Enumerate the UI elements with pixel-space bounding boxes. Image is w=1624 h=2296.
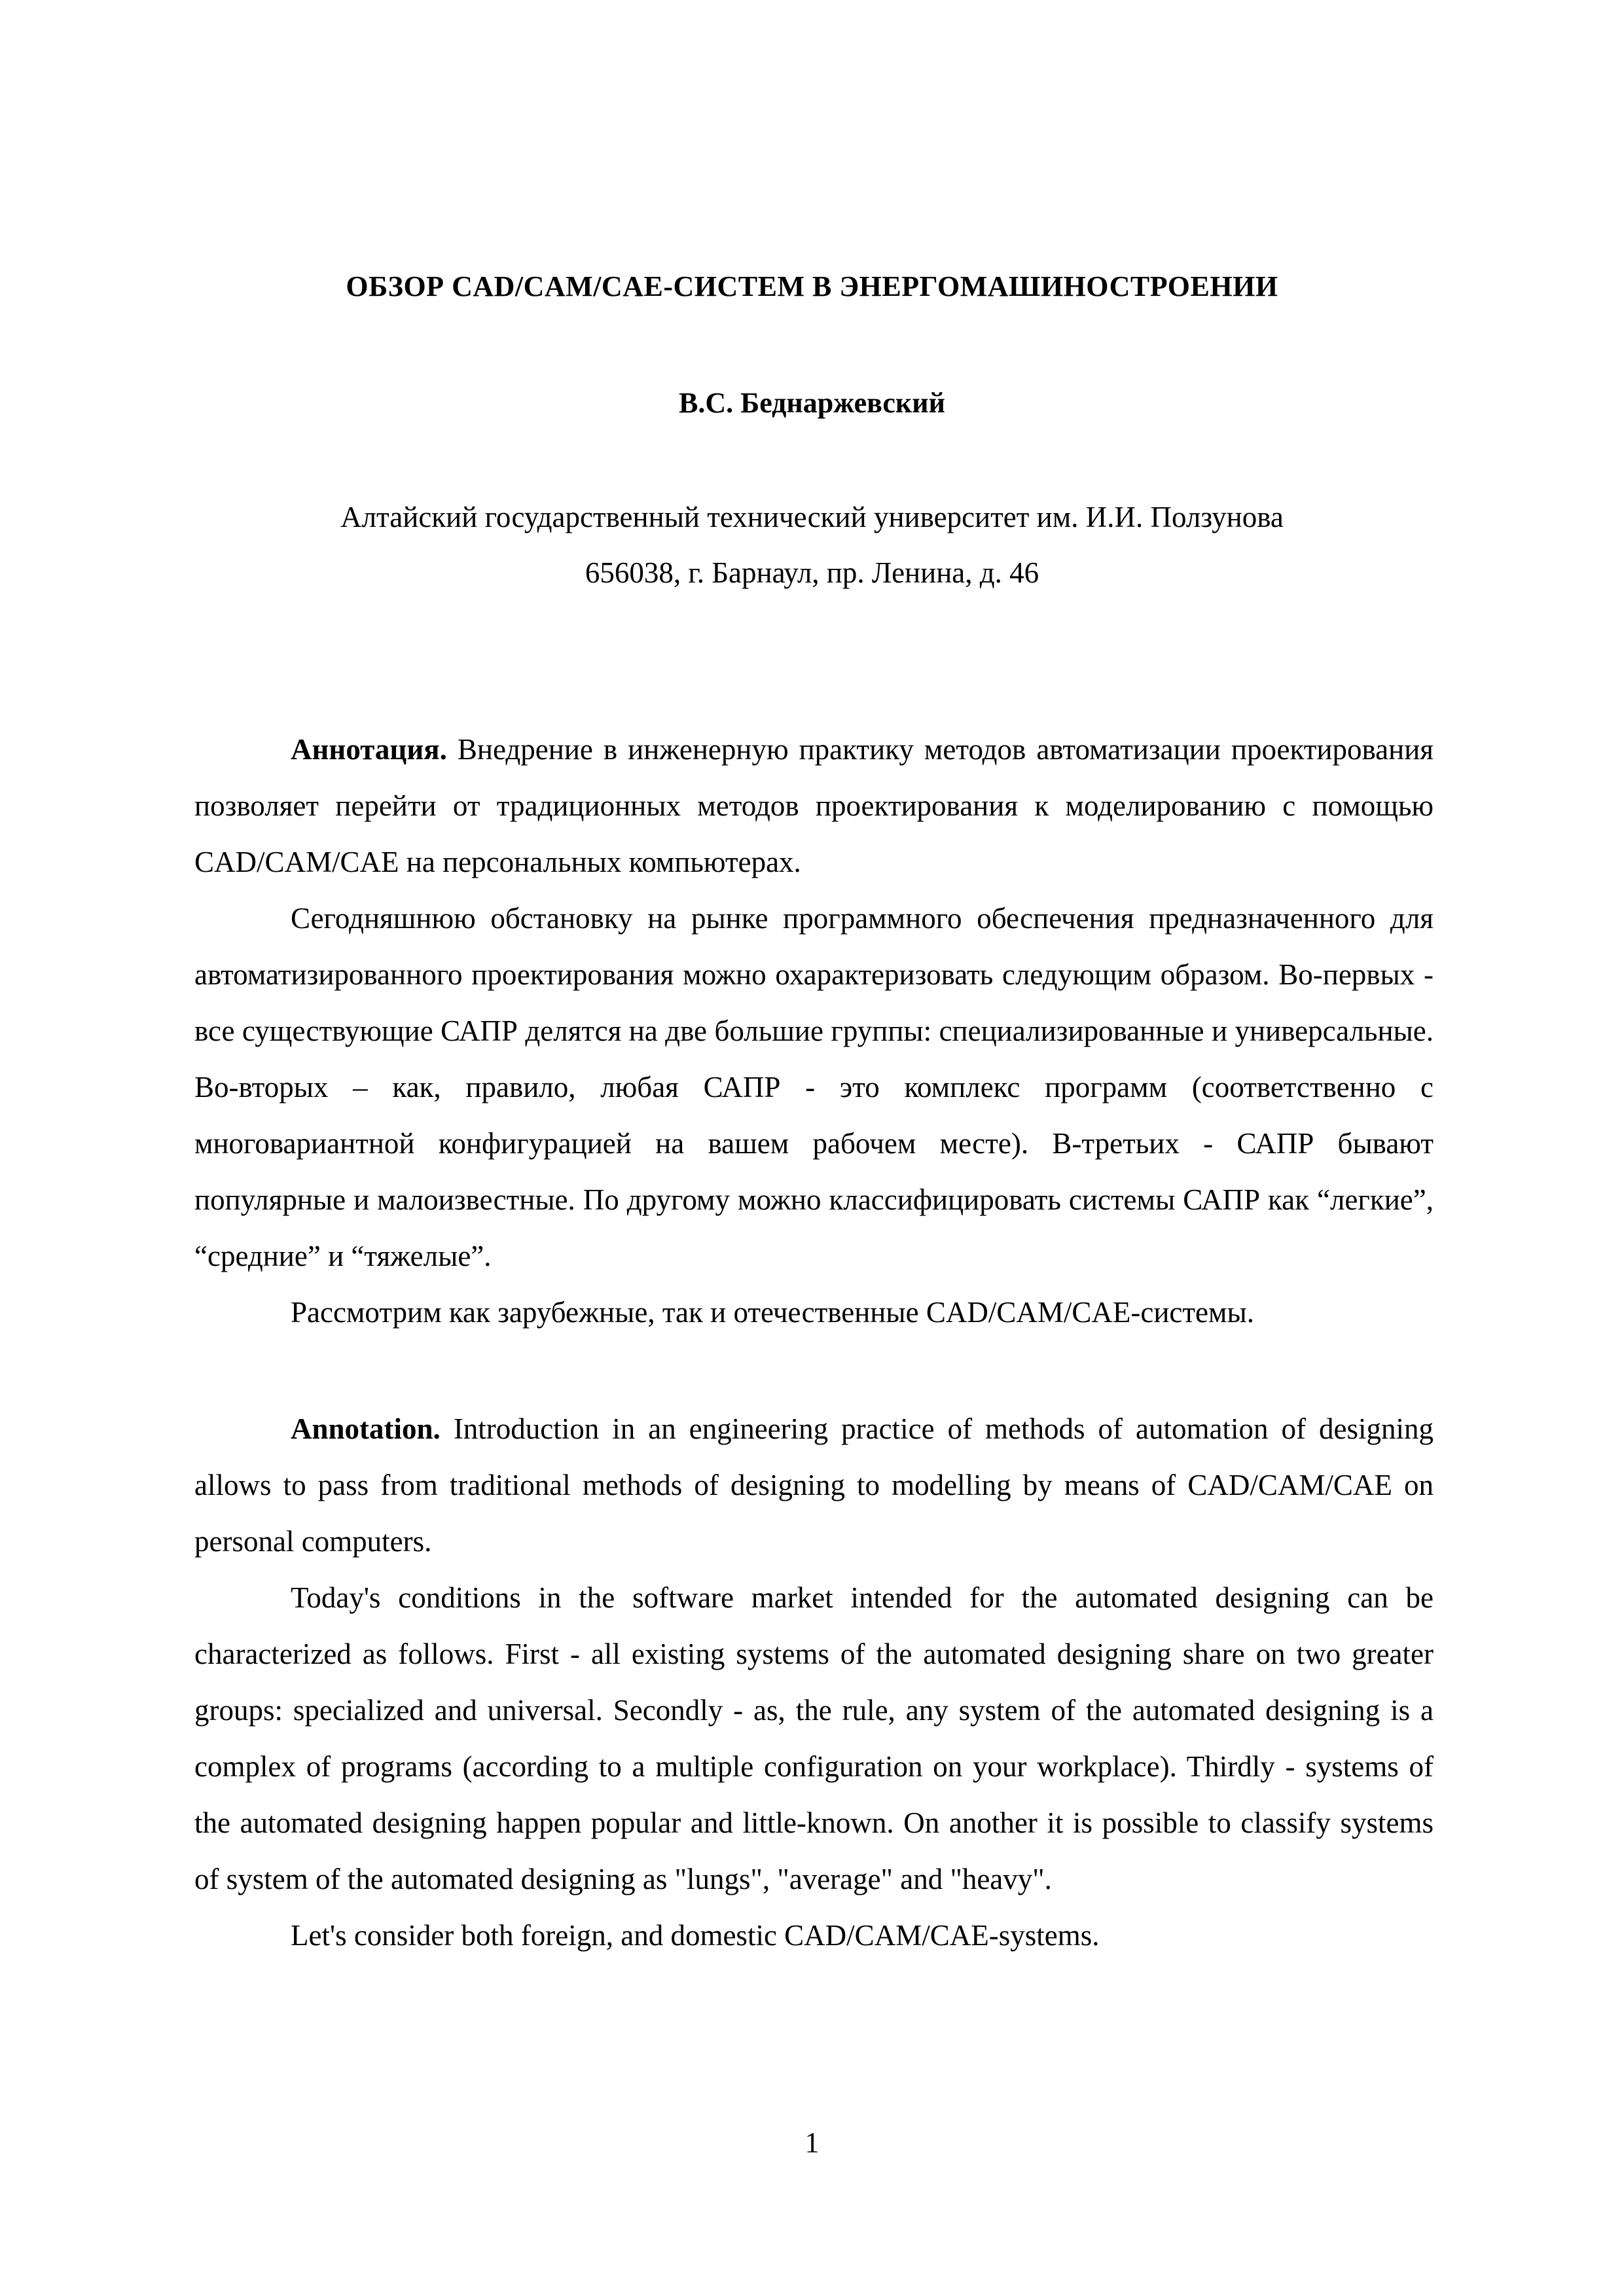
abstract-russian bbox=[194, 721, 1434, 1340]
author-name: В.С. Беднаржевский bbox=[679, 387, 945, 419]
abstract-ru-text-1: Внедрение в инженерную практику методов автоматизации проектирования позволяет перейти от традиционных методов проектирования к моделированию с помощью CAD/CAM/CAE на персональных компьютерах. bbox=[194, 733, 1434, 878]
page-number: 1 bbox=[804, 2126, 820, 2159]
abstract-ru-label: Аннотация. bbox=[291, 733, 447, 766]
abstract-en-text-1: Introduction in an engineering practice of methods of automation of designing allows to pass from traditional methods of designing to modelling by means of CAD/CAM/CAE on personal computers. bbox=[194, 1412, 1434, 1558]
paper-title: ОБЗОР CAD/CAM/CAE-СИСТЕМ В ЭНЕРГОМАШИНОСТРОЕНИИ bbox=[346, 270, 1278, 302]
abstract-en-label: Annotation. bbox=[291, 1412, 441, 1445]
abstract-en-paragraph-1 bbox=[194, 1401, 1434, 1570]
affiliation-line-1: Алтайский государственный технический университет им. И.И. Ползунова bbox=[340, 501, 1284, 533]
abstract-en-paragraph-3: Let's consider both foreign, and domestic CAD/CAM/CAE-systems. bbox=[291, 1919, 1100, 1952]
affiliation-line-2: 656038, г. Барнаул, пр. Ленина, д. 46 bbox=[585, 556, 1039, 589]
abstract-en-paragraph-2: Today's conditions in the software market intended for the automated designing can be characterized as follows. First - all existing systems of the automated designing share on two greater groups: specialized and universal. Secondly - as, the rule, any system of the automated designing is a complex of programs (according to a multiple configuration on your workplace). Thirdly - systems of the automated designing happen popular and little-known. On another it is possible to classify systems of system of the automated designing as "lungs", "average" and "heavy". bbox=[194, 1581, 1434, 1895]
abstract-english bbox=[194, 1401, 1434, 1964]
abstract-ru-paragraph-3: Рассмотрим как зарубежные, так и отечественные CAD/CAM/CAE-системы. bbox=[291, 1296, 1254, 1329]
abstract-ru-paragraph-1 bbox=[194, 721, 1434, 890]
abstract-ru-paragraph-2: Сегодняшнюю обстановку на рынке программного обеспечения предназначенного для автоматизированного проектирования можно охарактеризовать следующим образом. Во-первых - все существующие САПР делятся на две большие группы: специализированные и универсальные. Во-вторых – как, правило, любая САПР - это комплекс программ (соответственно с многовариантной конфигурацией на вашем рабочем месте). В-третьих - САПР бывают популярные и малоизвестные. По другому можно классифицировать системы САПР как “легкие”, “средние” и “тяжелые”. bbox=[194, 902, 1434, 1272]
